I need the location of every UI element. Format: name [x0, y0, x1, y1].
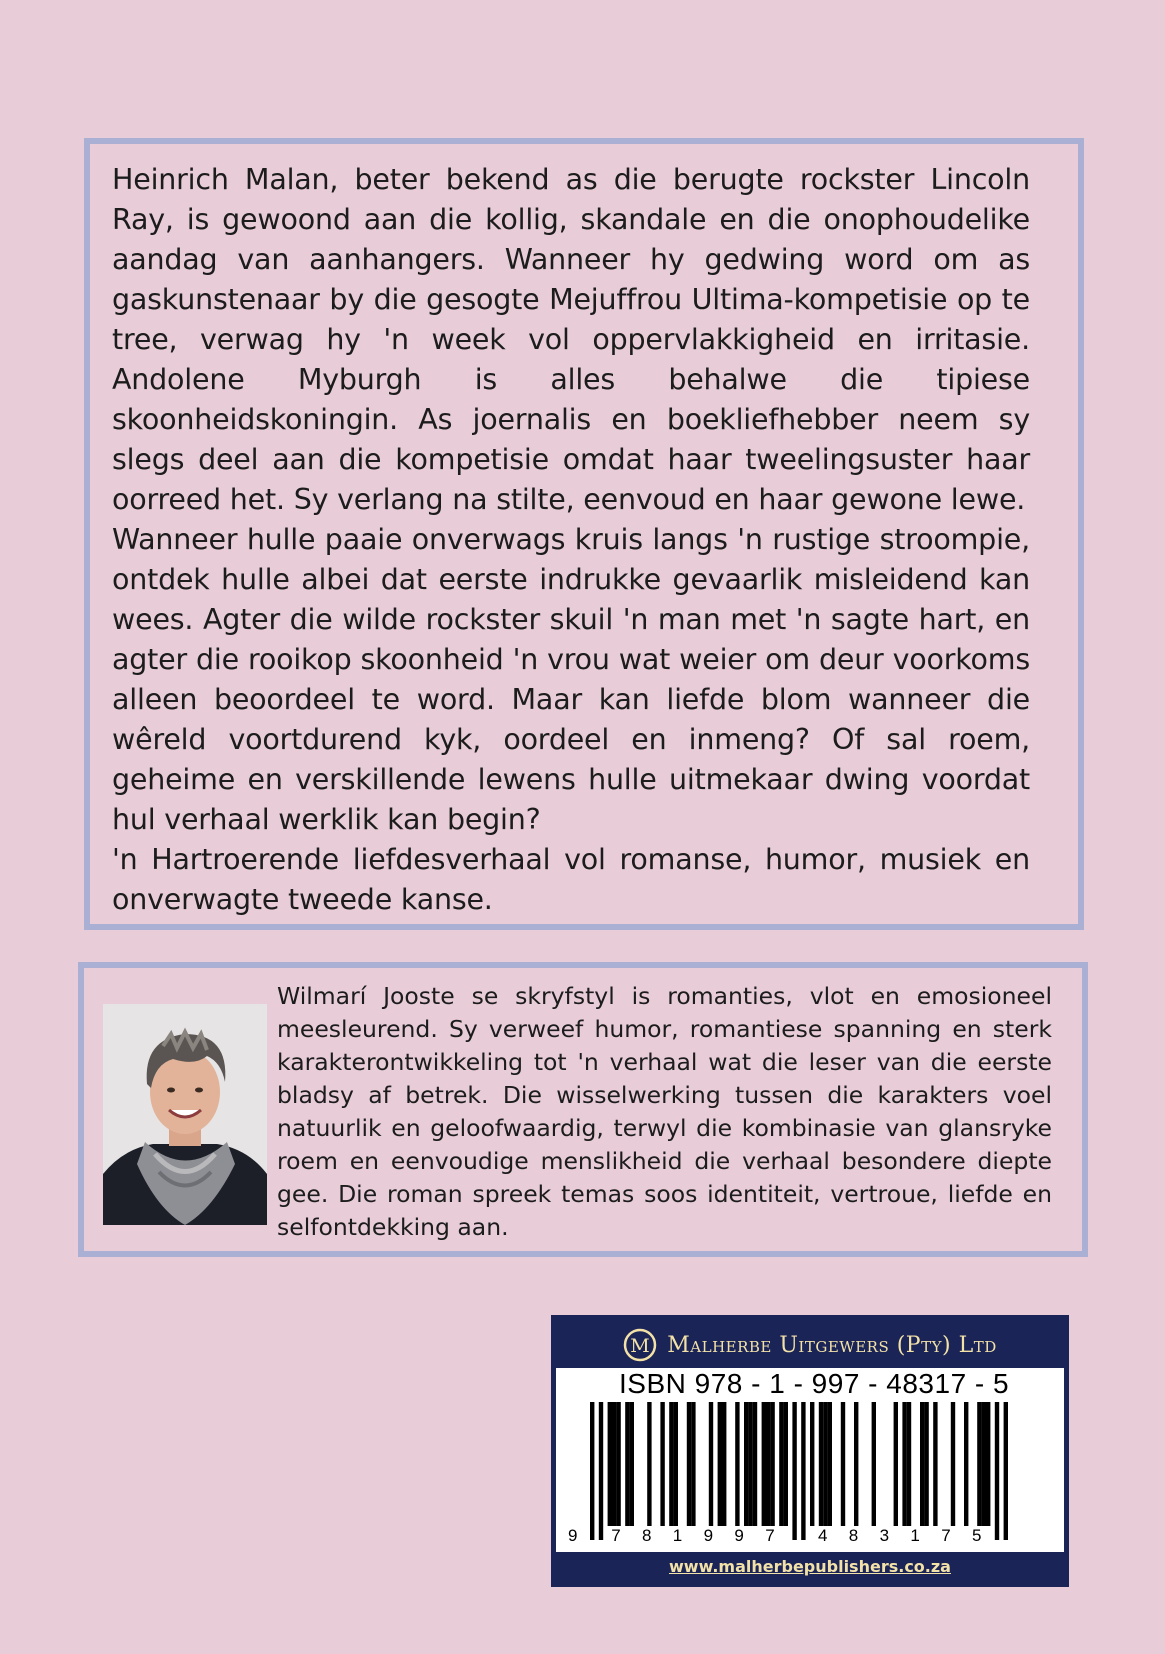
publisher-logo-letter: M: [630, 1335, 650, 1357]
barcode-bar: [854, 1402, 858, 1526]
barcode-bar: [995, 1402, 999, 1540]
barcode-bar: [599, 1402, 603, 1540]
isbn-barcode: [556, 1368, 1064, 1552]
barcode-digit: 4: [818, 1526, 828, 1545]
barcode-bar: [792, 1402, 796, 1540]
publisher-website-link[interactable]: www.malherbepublishers.co.za: [669, 1557, 951, 1576]
barcode-digit: 7: [941, 1526, 951, 1545]
barcode-bar: [986, 1402, 990, 1526]
barcode-bar: [735, 1402, 739, 1526]
publisher-name: Malherbe Uitgewers (Pty) Ltd: [667, 1332, 997, 1358]
barcode-bar: [762, 1402, 766, 1526]
barcode-bar: [770, 1402, 774, 1526]
author-bio: Wilmarí Jooste se skryfstyl is romanties, vlot en emosioneel meesleurend. Sy verweef humor, romantiese spanning en sterk karakterontwikkeling tot 'n verhaal wat die leser van die eerste bladsy af betrek. Die wisselwerking tussen die karakters voel natuurlik en geloofwaardig, terwyl die kombinasie van glansryke roem en eenvoudige menslikheid die verhaal besondere diepte gee. Die roman spreek temas soos identiteit, vertroue, liefde en selfontdekking aan.: [277, 982, 1052, 1241]
barcode-bar: [828, 1402, 832, 1526]
barcode-bar: [810, 1402, 814, 1526]
barcode-digit: 7: [611, 1526, 621, 1545]
barcode-bar: [801, 1402, 805, 1540]
barcode-bar: [753, 1402, 757, 1526]
barcode-bar: [902, 1402, 906, 1526]
barcode-digit: 9: [703, 1526, 714, 1545]
blurb-paragraph-3: 'n Hartroerende liefdesverhaal vol romanse, humor, musiek en onverwagte tweede kanse.: [112, 843, 1030, 916]
isbn-number: ISBN 978 - 1 - 997 - 48317 - 5: [619, 1368, 1010, 1399]
barcode-bar: [722, 1402, 726, 1526]
publisher-barcode-panel: [551, 1315, 1069, 1587]
blurb-box: [84, 138, 1084, 930]
barcode-bar: [709, 1402, 713, 1526]
author-photo: [103, 1004, 267, 1225]
barcode-digit: 3: [879, 1526, 890, 1545]
barcode-bar: [823, 1402, 827, 1526]
barcode-bar: [977, 1402, 981, 1526]
barcode-bar: [669, 1402, 673, 1526]
barcode-bar: [616, 1402, 620, 1526]
barcode-bar: [608, 1402, 612, 1526]
barcode-bar: [1004, 1402, 1008, 1540]
barcode-bar: [907, 1402, 911, 1526]
barcode-bar: [660, 1402, 664, 1526]
barcode-digit: 9: [734, 1526, 744, 1545]
barcode-bar: [630, 1402, 634, 1526]
barcode-bar: [784, 1402, 788, 1526]
publisher-header: [551, 1325, 1069, 1365]
barcode-bar: [744, 1402, 748, 1526]
barcode-bar: [687, 1402, 691, 1526]
barcode-digit: 5: [972, 1526, 982, 1545]
barcode-bar: [748, 1402, 752, 1526]
barcode-bar: [766, 1402, 770, 1526]
barcode-digit: 9: [568, 1526, 578, 1545]
barcode-bar: [964, 1402, 968, 1526]
barcode-digit: 7: [765, 1526, 775, 1545]
barcode-bar: [590, 1402, 594, 1540]
barcode-bar: [933, 1402, 937, 1526]
barcode-bar: [982, 1402, 986, 1526]
barcode-digit: 1: [672, 1526, 683, 1545]
barcode-bar: [841, 1402, 845, 1526]
barcode-bar: [718, 1402, 722, 1526]
blurb-paragraph-2: Wanneer hulle paaie onverwags kruis langs 'n rustige stroompie, ontdek hulle albei dat eerste indrukke gevaarlik misleidend kan wees. Agter die wilde rockster skuil 'n man met 'n sagte hart, en agter die rooikop skoonheid 'n vrou wat weier om deur voorkoms alleen beoordeel te word. Maar kan liefde blom wanneer die wêreld voortdurend kyk, oordeel en inmeng? Of sal roem, geheime en verskillende lewens hulle uitmekaar dwing voordat hul verhaal werklik kan begin?: [112, 523, 1030, 836]
barcode-bar: [819, 1402, 823, 1526]
barcode-bar: [894, 1402, 898, 1526]
barcode-bar: [924, 1402, 928, 1526]
barcode-digit: 8: [848, 1526, 859, 1545]
author-box: [78, 962, 1088, 1257]
barcode-bar: [951, 1402, 955, 1526]
barcode-bar: [674, 1402, 678, 1526]
publisher-logo-icon: [623, 1328, 657, 1362]
barcode-bar: [920, 1402, 924, 1526]
barcode-bar: [647, 1402, 651, 1526]
barcode-bar: [691, 1402, 695, 1526]
barcode-bar: [612, 1402, 616, 1526]
barcode-bar: [625, 1402, 629, 1526]
barcode-bar: [779, 1402, 783, 1526]
barcode-digits: [556, 1526, 1064, 1550]
blurb-paragraph-1: Heinrich Malan, beter bekend as die berugte rockster Lincoln Ray, is gewoond aan die kollig, skandale en die onophoudelike aandag van aanhangers. Wanneer hy gedwing word om as gaskunstenaar by die gesogte Mejuffrou Ultima-kompetisie op te tree, verwag hy 'n week vol oppervlakkigheid en irritasie. Andolene Myburgh is alles behalwe die tipiese skoonheidskoningin. As joernalis en boekliefhebber neem sy slegs deel aan die kompetisie omdat haar tweelingsuster haar oorreed het. Sy verlang na stilte, eenvoud en haar gewone lewe.: [112, 163, 1030, 516]
barcode-bar: [872, 1402, 876, 1526]
barcode-digit: 8: [642, 1526, 652, 1545]
barcode-digit: 1: [910, 1526, 920, 1545]
